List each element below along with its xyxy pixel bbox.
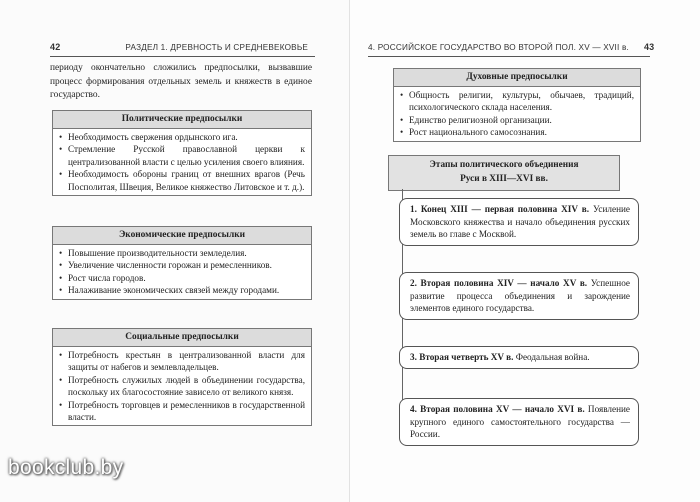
left-section-title: РАЗДЕЛ 1. ДРЕВНОСТЬ И СРЕДНЕВЕКОВЬЕ — [125, 43, 309, 52]
list-item: • Стремление Русской православной церкви к централизованной власти с целью усиления своего влияния. — [59, 143, 305, 168]
stage-description: Феодальная война. — [513, 352, 590, 362]
spiritual-title: Духовные предпосылки — [394, 69, 640, 87]
stages-title-line2: Руси в XIII—XVI вв. — [460, 174, 548, 184]
political-list — [53, 129, 311, 195]
list-item: • Необходимость обороны границ от внешних врагов (Речь Посполитая, Швеция, Великое княжество Литовское и т. д.). — [59, 168, 305, 193]
stage-box-1 — [399, 198, 639, 246]
intro-paragraph: периоду окончательно сложились предпосылки, вызвавшие процесс формирования отдельных земель и княжеств в единое государство. — [50, 63, 312, 101]
social-box — [52, 328, 312, 426]
list-item: • Рост национального самосознания. — [400, 126, 634, 138]
political-box — [52, 110, 312, 196]
stage-period: 2. Вторая половина XIV — начало XV в. — [410, 278, 588, 288]
stage-box-3 — [399, 346, 639, 369]
left-header-rule — [50, 56, 315, 57]
right-section-title: 4. РОССИЙСКОЕ ГОСУДАРСТВО ВО ВТОРОЙ ПОЛ. XV — XVII в. — [368, 43, 629, 52]
right-running-head — [368, 42, 655, 56]
list-item: • Увеличение численности горожан и ремесленников. — [59, 259, 305, 271]
stage-description: Усиление Московского княжества и начало объединения русских земель во главе с Москвой. — [410, 204, 630, 240]
stage-period: 1. Конец XIII — первая половина XIV в. — [410, 204, 590, 214]
stage-period: 4. Вторая половина XV — начало XVI в. — [410, 404, 585, 414]
economic-list — [53, 245, 311, 299]
list-item: • Потребность торговцев и ремесленников в государственной власти. — [59, 399, 305, 424]
left-running-head — [50, 42, 320, 56]
spiritual-box — [393, 68, 641, 142]
list-item: • Необходимость свержения ордынского ига. — [59, 131, 305, 143]
stage-description: Успешное развитие процесса объединения и зарождение элементов единого государства. — [410, 278, 631, 314]
list-item: • Повышение производительности земледелия. — [59, 247, 305, 259]
social-title: Социальные предпосылки — [53, 329, 311, 347]
stage-period: 3. Вторая четверть XV в. — [410, 352, 514, 362]
economic-box — [52, 226, 312, 300]
stage-box-4 — [399, 398, 639, 446]
stage-box-2 — [399, 272, 639, 320]
political-title: Политические предпосылки — [53, 111, 311, 129]
list-item: • Общность религии, культуры, обычаев, традиций, психологического склада населения. — [400, 89, 634, 114]
right-page-number: 43 — [643, 42, 655, 52]
list-item: • Рост числа городов. — [59, 272, 305, 284]
stages-title — [388, 155, 620, 191]
list-item: • Потребность крестьян в централизованной власти для защиты от набегов и землевладельцев. — [59, 349, 305, 374]
left-page-number: 42 — [50, 42, 61, 52]
stages-title-line1: Этапы политического объединения — [429, 160, 579, 170]
list-item: • Налаживание экономических связей между городами. — [59, 284, 305, 296]
economic-title: Экономические предпосылки — [53, 227, 311, 245]
watermark: bookclub.by — [8, 456, 124, 479]
list-item: • Единство религиозной организации. — [400, 114, 634, 126]
stage-description: Появление крупного единого самостоятельного государства — России. — [410, 404, 630, 440]
spiritual-list — [394, 87, 640, 141]
right-header-rule — [368, 56, 650, 57]
list-item: • Потребность служилых людей в объединении государства, поскольку их благосостояние зависело от великого князя. — [59, 374, 305, 399]
social-list — [53, 347, 311, 425]
